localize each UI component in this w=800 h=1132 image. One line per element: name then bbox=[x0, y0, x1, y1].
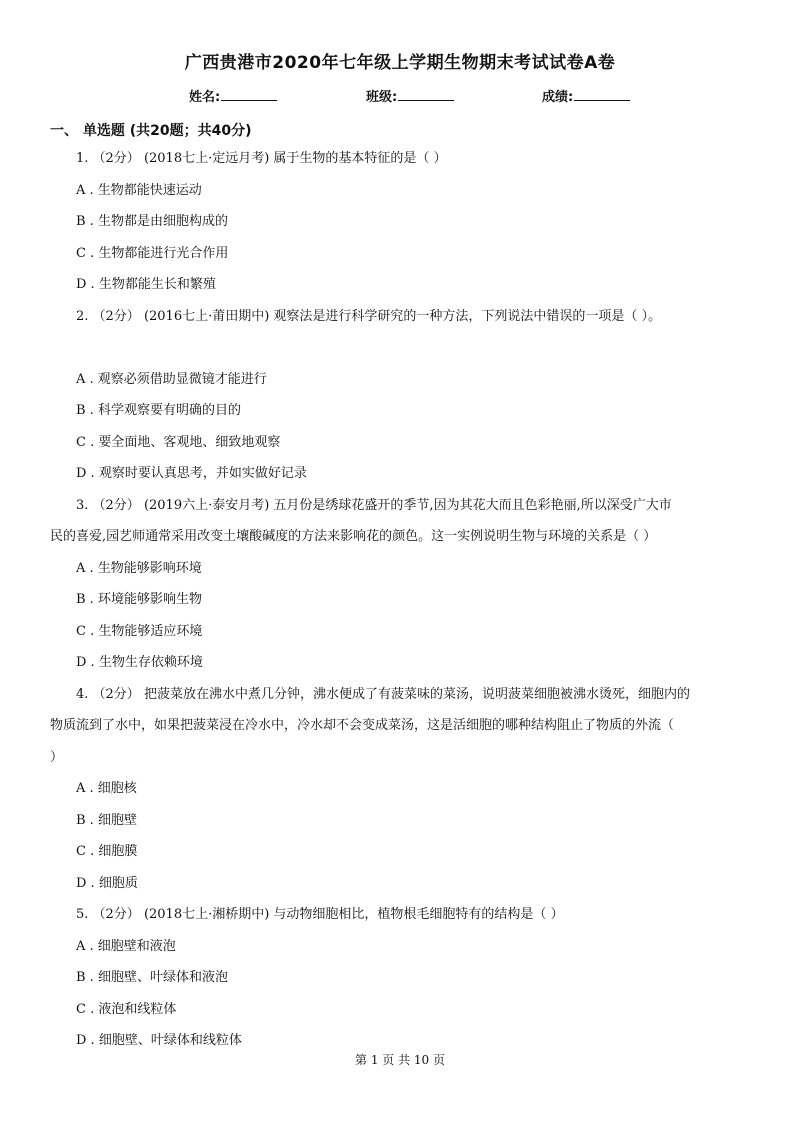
score-field bbox=[542, 86, 630, 105]
class-field bbox=[366, 86, 454, 105]
class-blank bbox=[398, 88, 454, 101]
question-5-option-c: C . 液泡和线粒体 bbox=[76, 1002, 177, 1017]
question-3-stem-line-2: 民的喜爱,园艺师通常采用改变土壤酸碱度的方法来影响花的颜色。这一实例说明生物与环境的关系是（ ） bbox=[50, 529, 657, 544]
question-4-option-b: B . 细胞壁 bbox=[76, 813, 137, 828]
score-label: 成绩: bbox=[542, 90, 574, 105]
name-label: 姓名: bbox=[189, 90, 221, 105]
question-3-option-c: C . 生物能够适应环境 bbox=[76, 624, 203, 639]
name-field bbox=[189, 86, 277, 105]
question-1-option-b: B . 生物都是由细胞构成的 bbox=[76, 214, 228, 229]
name-blank bbox=[221, 88, 277, 101]
question-1-stem: 1. （2分） (2018七上·定远月考) 属于生物的基本特征的是（ ） bbox=[76, 151, 447, 166]
student-info-row bbox=[0, 86, 800, 106]
question-2-option-a: A . 观察必须借助显微镜才能进行 bbox=[76, 372, 267, 387]
question-4-option-a: A . 细胞核 bbox=[76, 781, 137, 796]
question-4-stem-line-1: 4. （2分） 把菠菜放在沸水中煮几分钟，沸水便成了有菠菜味的菜汤，说明菠菜细胞被沸水烫死，细胞内的 bbox=[76, 687, 690, 702]
question-5-option-a: A . 细胞壁和液泡 bbox=[76, 939, 176, 954]
question-4-stem-line-3: ） bbox=[50, 750, 64, 765]
question-2-stem: 2. （2分） (2016七上·莆田期中) 观察法是进行科学研究的一种方法，下列说法中错误的一项是（ ）。 bbox=[76, 309, 662, 324]
question-5-stem: 5. （2分） (2018七上·湘桥期中) 与动物细胞相比，植物根毛细胞特有的结构是（ ） bbox=[76, 907, 564, 922]
score-blank bbox=[574, 88, 630, 101]
question-3-option-d: D . 生物生存依赖环境 bbox=[76, 655, 203, 670]
class-label: 班级: bbox=[366, 90, 398, 105]
question-2-option-c: C . 要全面地、客观地、细致地观察 bbox=[76, 435, 281, 450]
question-1-option-a: A . 生物都能快速运动 bbox=[76, 183, 202, 198]
question-1-option-d: D . 生物都能生长和繁殖 bbox=[76, 277, 216, 292]
question-3-option-a: A . 生物能够影响环境 bbox=[76, 561, 202, 576]
question-5-option-d: D . 细胞壁、叶绿体和线粒体 bbox=[76, 1033, 242, 1048]
question-4-stem-line-2: 物质流到了水中，如果把菠菜浸在冷水中，冷水却不会变成菜汤，这是活细胞的哪种结构阻止了物质的外流（ bbox=[50, 718, 675, 733]
section-heading: 一、 单选题 (共20题；共40分) bbox=[50, 123, 252, 139]
question-4-option-c: C . 细胞膜 bbox=[76, 844, 138, 859]
question-3-option-b: B . 环境能够影响生物 bbox=[76, 592, 202, 607]
question-1-option-c: C . 生物都能进行光合作用 bbox=[76, 246, 229, 261]
page-number: 第 1 页 共 10 页 bbox=[355, 1053, 445, 1067]
question-2-option-d: D . 观察时要认真思考，并如实做好记录 bbox=[76, 466, 307, 481]
question-2-option-b: B . 科学观察要有明确的目的 bbox=[76, 403, 241, 418]
question-4-option-d: D . 细胞质 bbox=[76, 876, 138, 891]
question-5-option-b: B . 细胞壁、叶绿体和液泡 bbox=[76, 970, 228, 985]
page-title: 广西贵港市2020年七年级上学期生物期末考试试卷A卷 bbox=[184, 53, 616, 73]
question-3-stem-line-1: 3. （2分） (2019六上·泰安月考) 五月份是绣球花盛开的季节,因为其花大而且色彩艳丽,所以深受广大市 bbox=[76, 498, 672, 513]
